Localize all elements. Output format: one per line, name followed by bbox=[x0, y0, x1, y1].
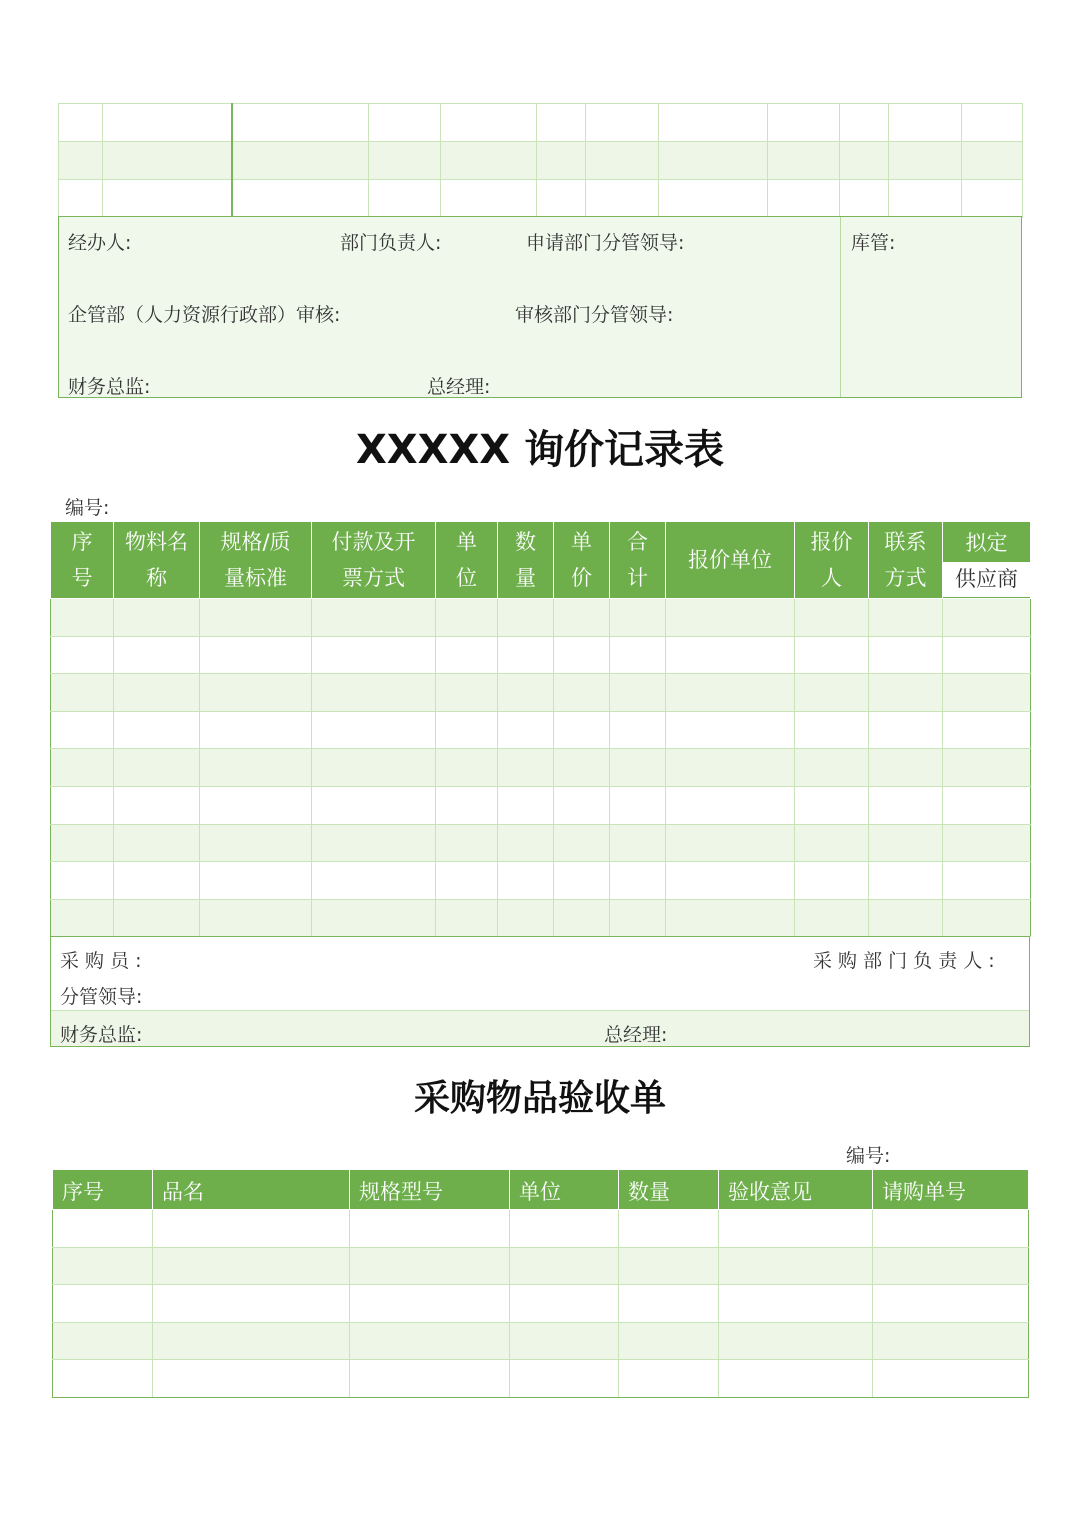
header-item-name: 品名 bbox=[153, 1170, 350, 1210]
finance-director-label: 财务总监: bbox=[68, 376, 151, 398]
applying-dept-leader-label: 申请部门分管领导: bbox=[526, 232, 685, 254]
acceptance-number-label: 编号: bbox=[846, 1145, 891, 1167]
hr-admin-review-label: 企管部（人力资源行政部）审核: bbox=[68, 304, 341, 326]
header-quoter: 报价 人 bbox=[795, 522, 869, 599]
table-row bbox=[51, 899, 1031, 937]
header-unit: 单位 bbox=[510, 1170, 619, 1210]
buyer-label: 采 购 员 : bbox=[60, 950, 142, 972]
header-requisition-number: 请购单号 bbox=[873, 1170, 1029, 1210]
leader-label: 分管领导: bbox=[60, 986, 143, 1008]
header-unit: 单 位 bbox=[436, 522, 498, 599]
header-contact: 联系 方式 bbox=[869, 522, 943, 599]
header-material: 物料名 称 bbox=[114, 522, 200, 599]
header-payment: 付款及开 票方式 bbox=[312, 522, 436, 599]
acceptance-table bbox=[52, 1169, 1029, 1398]
table-row bbox=[53, 1360, 1029, 1398]
header-seq: 序 号 bbox=[51, 522, 114, 599]
table-row bbox=[51, 711, 1031, 749]
header-model: 规格型号 bbox=[350, 1170, 510, 1210]
inquiry-title: XXXXX 询价记录表 bbox=[355, 427, 725, 473]
table-row bbox=[51, 824, 1031, 862]
table-row bbox=[51, 862, 1031, 900]
signature-band bbox=[51, 1010, 1029, 1046]
table-header-row bbox=[51, 522, 1031, 599]
table-row bbox=[51, 599, 1031, 637]
finance-director-label: 财务总监: bbox=[60, 1024, 143, 1046]
table-row bbox=[51, 786, 1031, 824]
general-manager-label: 总经理: bbox=[427, 376, 491, 398]
table-row bbox=[59, 104, 1023, 142]
inquiry-signature-section bbox=[50, 936, 1030, 1047]
table-row bbox=[53, 1322, 1029, 1360]
purchasing-head-label: 采 购 部 门 负 责 人 : bbox=[813, 950, 995, 972]
acceptance-title: 采购物品验收单 bbox=[413, 1078, 666, 1119]
table-row bbox=[51, 636, 1031, 674]
general-manager-label: 总经理: bbox=[604, 1024, 668, 1046]
table-row bbox=[53, 1285, 1029, 1323]
header-seq: 序号 bbox=[53, 1170, 153, 1210]
header-qty: 数 量 bbox=[498, 522, 554, 599]
header-spec: 规格/质 量标准 bbox=[200, 522, 312, 599]
table-row bbox=[53, 1210, 1029, 1248]
header-qty: 数量 bbox=[619, 1170, 719, 1210]
header-total: 合 计 bbox=[610, 522, 666, 599]
table-row bbox=[51, 749, 1031, 787]
inquiry-table bbox=[50, 521, 1031, 937]
header-price: 单 价 bbox=[554, 522, 610, 599]
table-row bbox=[59, 142, 1023, 180]
table-row bbox=[59, 180, 1023, 218]
inquiry-number-label: 编号: bbox=[65, 497, 110, 519]
review-dept-leader-label: 审核部门分管领导: bbox=[515, 304, 674, 326]
table-header-row bbox=[53, 1170, 1029, 1210]
table-row bbox=[53, 1247, 1029, 1285]
dept-head-label: 部门负责人: bbox=[340, 232, 442, 254]
header-acceptance-opinion: 验收意见 bbox=[719, 1170, 873, 1210]
top-grid-table bbox=[58, 103, 1023, 218]
handler-label: 经办人: bbox=[68, 232, 132, 254]
header-proposed-supplier: 拟定 供应商 bbox=[943, 522, 1031, 599]
approval-section bbox=[58, 216, 1022, 398]
divider bbox=[840, 217, 841, 397]
warehouse-label: 库管: bbox=[851, 232, 896, 254]
table-row bbox=[51, 674, 1031, 712]
header-quoting-company: 报价单位 bbox=[666, 522, 795, 599]
